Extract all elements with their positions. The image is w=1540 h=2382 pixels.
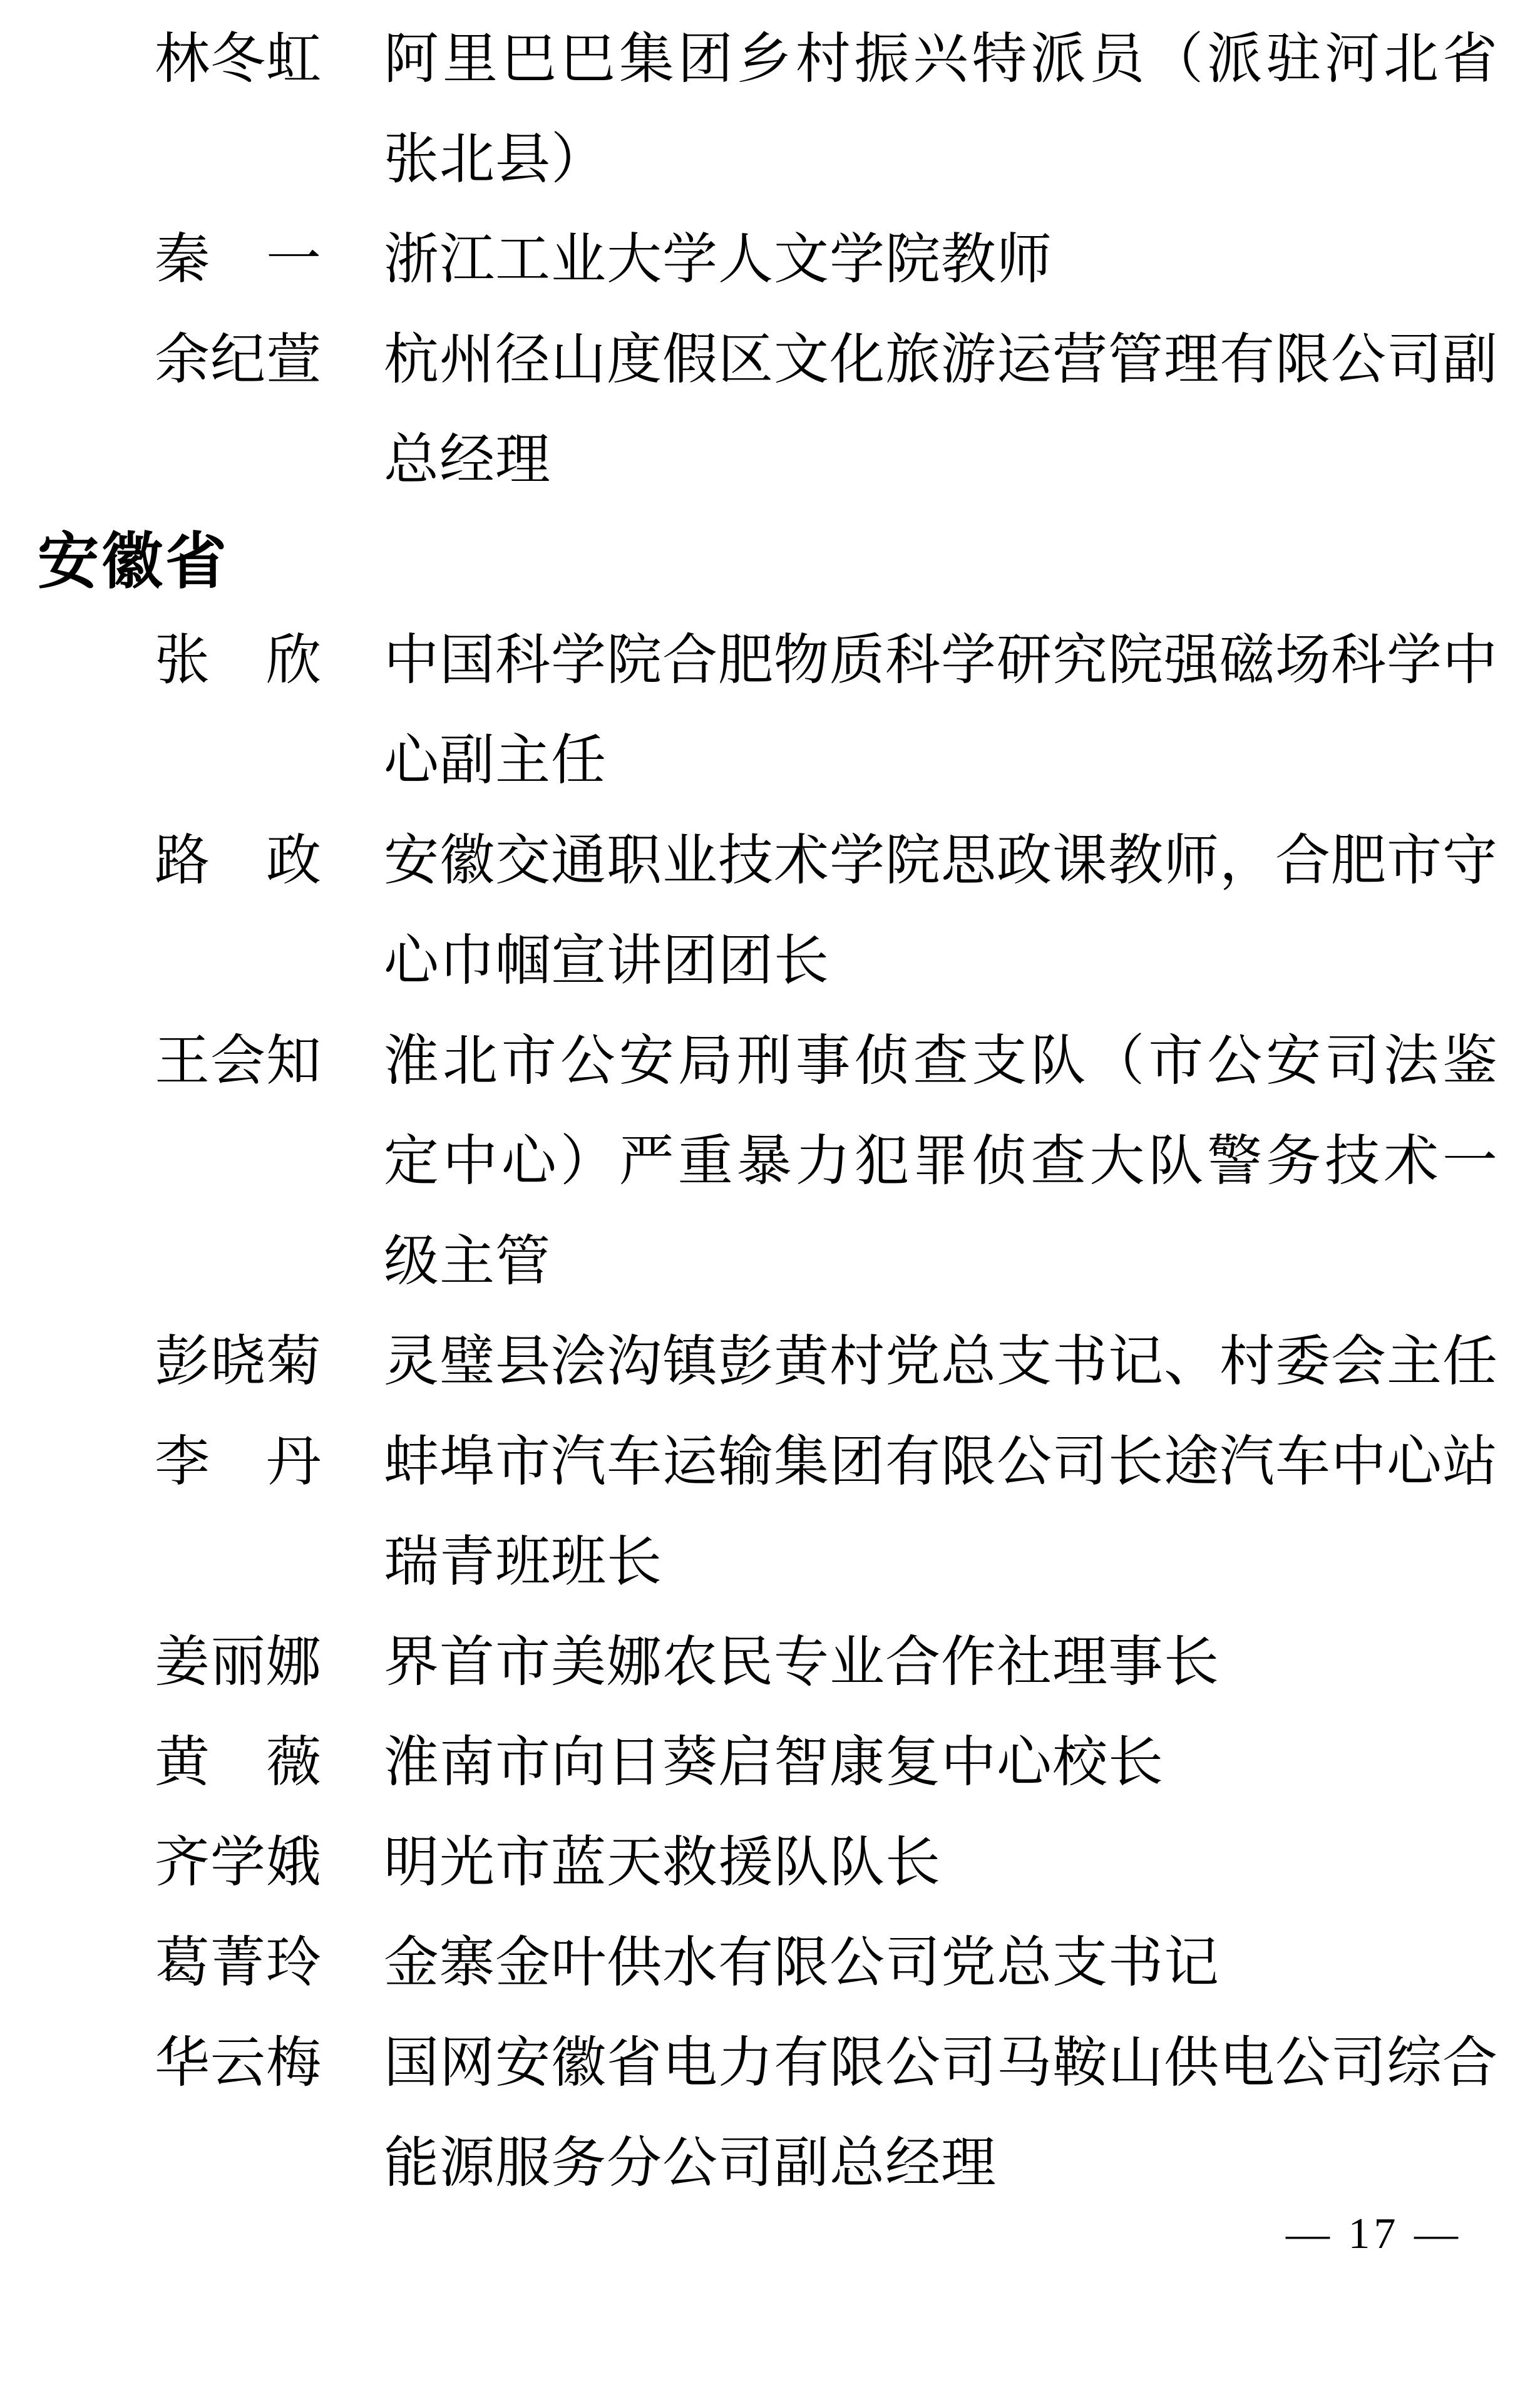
entry-title-line: 明光市蓝天救援队队长 <box>384 1833 942 1894</box>
entry-title-line: 淮北市公安局刑事侦查支队（市公安司法鉴 <box>384 1031 1498 1092</box>
entry-name: 秦 一 <box>155 230 322 291</box>
entry-title-line: 张北县） <box>384 130 607 190</box>
entry-name: 葛菁玲 <box>155 1933 322 1994</box>
entry-name: 路 政 <box>155 831 322 892</box>
entry-title-line: 心副主任 <box>384 731 607 791</box>
entry-name: 王会知 <box>155 1031 322 1092</box>
entry-name: 齐学娥 <box>155 1833 322 1894</box>
entry-title-line: 总经理 <box>384 430 552 491</box>
entry-name: 黄 薇 <box>155 1733 322 1793</box>
entry-title-line: 能源服务分公司副总经理 <box>384 2133 997 2194</box>
entry-title-line: 界首市美娜农民专业合作社理事长 <box>384 1632 1220 1693</box>
entry-title-line: 阿里巴巴集团乡村振兴特派员（派驻河北省 <box>384 29 1498 90</box>
entry-name: 李 丹 <box>155 1432 322 1493</box>
entry-title-line: 金寨金叶供水有限公司党总支书记 <box>384 1933 1220 1994</box>
entry-title-line: 定中心）严重暴力犯罪侦查大队警务技术一 <box>384 1132 1498 1192</box>
entry-title-line: 浙江工业大学人文学院教师 <box>384 230 1053 291</box>
entry-title-line: 淮南市向日葵启智康复中心校长 <box>384 1733 1164 1793</box>
section-header: 安徽省 <box>38 527 230 596</box>
entry-title-line: 灵璧县浍沟镇彭黄村党总支书记、村委会主任 <box>384 1332 1499 1393</box>
entry-title-line: 安徽交通职业技术学院思政课教师，合肥市守 <box>384 831 1499 892</box>
entry-title-line: 级主管 <box>384 1232 552 1292</box>
entry-name: 彭晓菊 <box>155 1332 322 1393</box>
entry-title-line: 蚌埠市汽车运输集团有限公司长途汽车中心站 <box>384 1432 1499 1493</box>
entry-title-line: 心巾帼宣讲团团长 <box>384 931 830 992</box>
entry-title-line: 杭州径山度假区文化旅游运营管理有限公司副 <box>384 330 1499 391</box>
entry-title-line: 瑞青班班长 <box>384 1532 663 1593</box>
entry-title-line: 中国科学院合肥物质科学研究院强磁场科学中 <box>384 631 1499 691</box>
entry-name: 华云梅 <box>155 2033 322 2094</box>
entry-name: 林冬虹 <box>155 29 322 90</box>
entry-title-line: 国网安徽省电力有限公司马鞍山供电公司综合 <box>384 2033 1499 2094</box>
entry-name: 余纪萱 <box>155 330 322 391</box>
entry-name: 张 欣 <box>155 631 322 691</box>
entry-name: 姜丽娜 <box>155 1632 322 1693</box>
page-number: — 17 — <box>1286 2210 1462 2258</box>
